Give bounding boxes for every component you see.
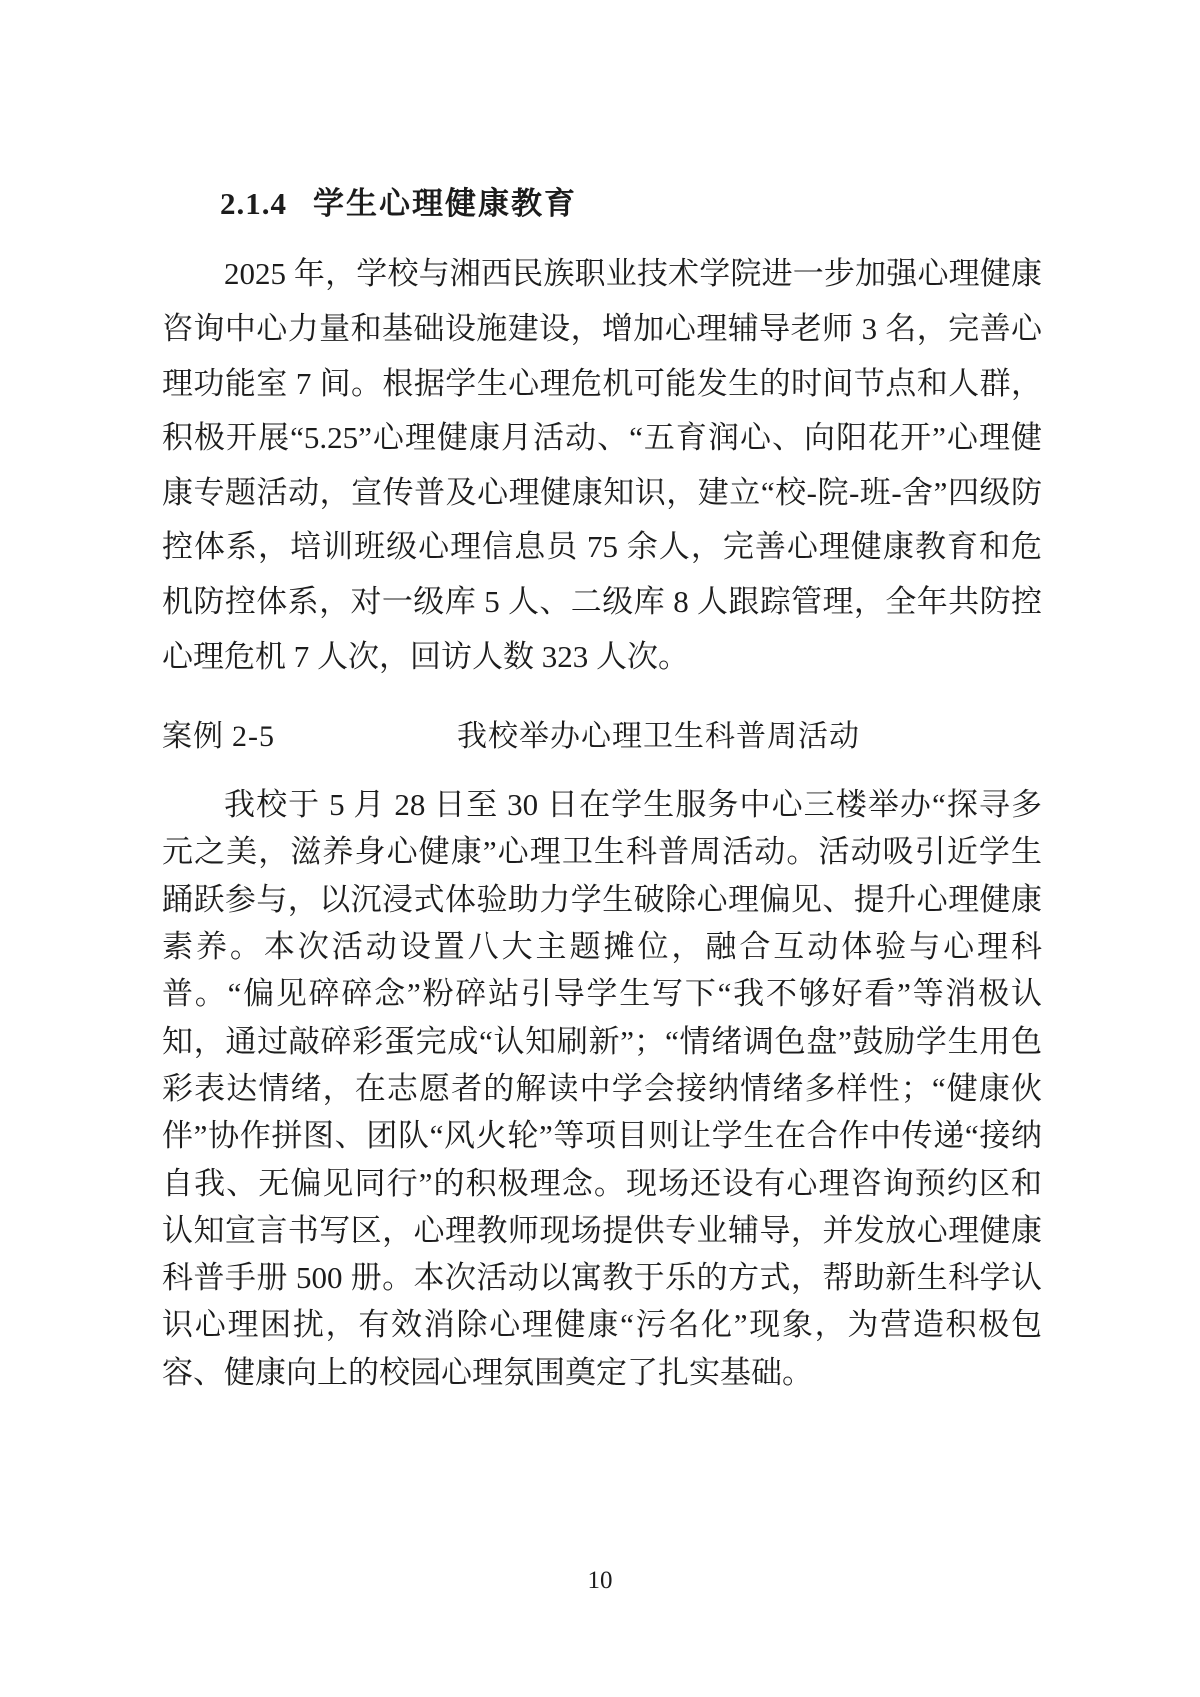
case-paragraph: 我校于 5 月 28 日至 30 日在学生服务中心三楼举办“探寻多元之美，滋养身心健康”心理卫生科普周活动。活动吸引近学生踊跃参与，以沉浸式体验助力学生破除心理偏见、提升心理健康素养。本次活动设置八大主题摊位，融合互动体验与心理科普。“偏见碎碎念”粉碎站引导学生写下“我不够好看”等消极认知，通过敲碎彩蛋完成“认知刷新”；“情绪调色盘”鼓励学生用色彩表达情绪，在志愿者的解读中学会接纳情绪多样性；“健康伙伴”协作拼图、团队“风火轮”等项目则让学生在合作中传递“接纳自我、无偏见同行”的积极理念。现场还设有心理咨询预约区和认知宣言书写区，心理教师现场提供专业辅导，并发放心理健康科普手册 500 册。本次活动以寓教于乐的方式，帮助新生科学认识心理困扰，有效消除心理健康“污名化”现象，为营造积极包容、健康向上的校园心理氛围奠定了扎实基础。 bbox=[162, 787, 1042, 1390]
page-content bbox=[162, 0, 1042, 1396]
case-label bbox=[162, 717, 275, 757]
section-heading bbox=[162, 26, 1042, 222]
page-number: 10 bbox=[587, 1567, 613, 1594]
section-title: 学生心理健康教育 bbox=[313, 185, 577, 221]
case-title-wrap bbox=[275, 717, 1042, 757]
case-header bbox=[162, 717, 1042, 757]
case-title: 我校举办心理卫生科普周活动 bbox=[457, 720, 860, 754]
section-number: 2.1.4 bbox=[220, 185, 287, 221]
case-label-prefix: 案例 bbox=[162, 720, 224, 754]
case-label-number: 2-5 bbox=[232, 720, 275, 754]
section-paragraph: 2025 年，学校与湘西民族职业技术学院进一步加强心理健康咨询中心力量和基础设施建设，增加心理辅导老师 3 名，完善心理功能室 7 间。根据学生心理危机可能发生的时间节点和人群，积极开展“5.25”心理健康月活动、“五育润心、向阳花开”心理健康专题活动，宣传普及心理健康知识，建立“校-院-班-舍”四级防控体系，培训班级心理信息员 75 余人，完善心理健康教育和危机防控体系，对一级库 5 人、二级库 8 人跟踪管理，全年共防控心理危机 7 人次，回访人数 323 人次。 bbox=[162, 256, 1042, 674]
